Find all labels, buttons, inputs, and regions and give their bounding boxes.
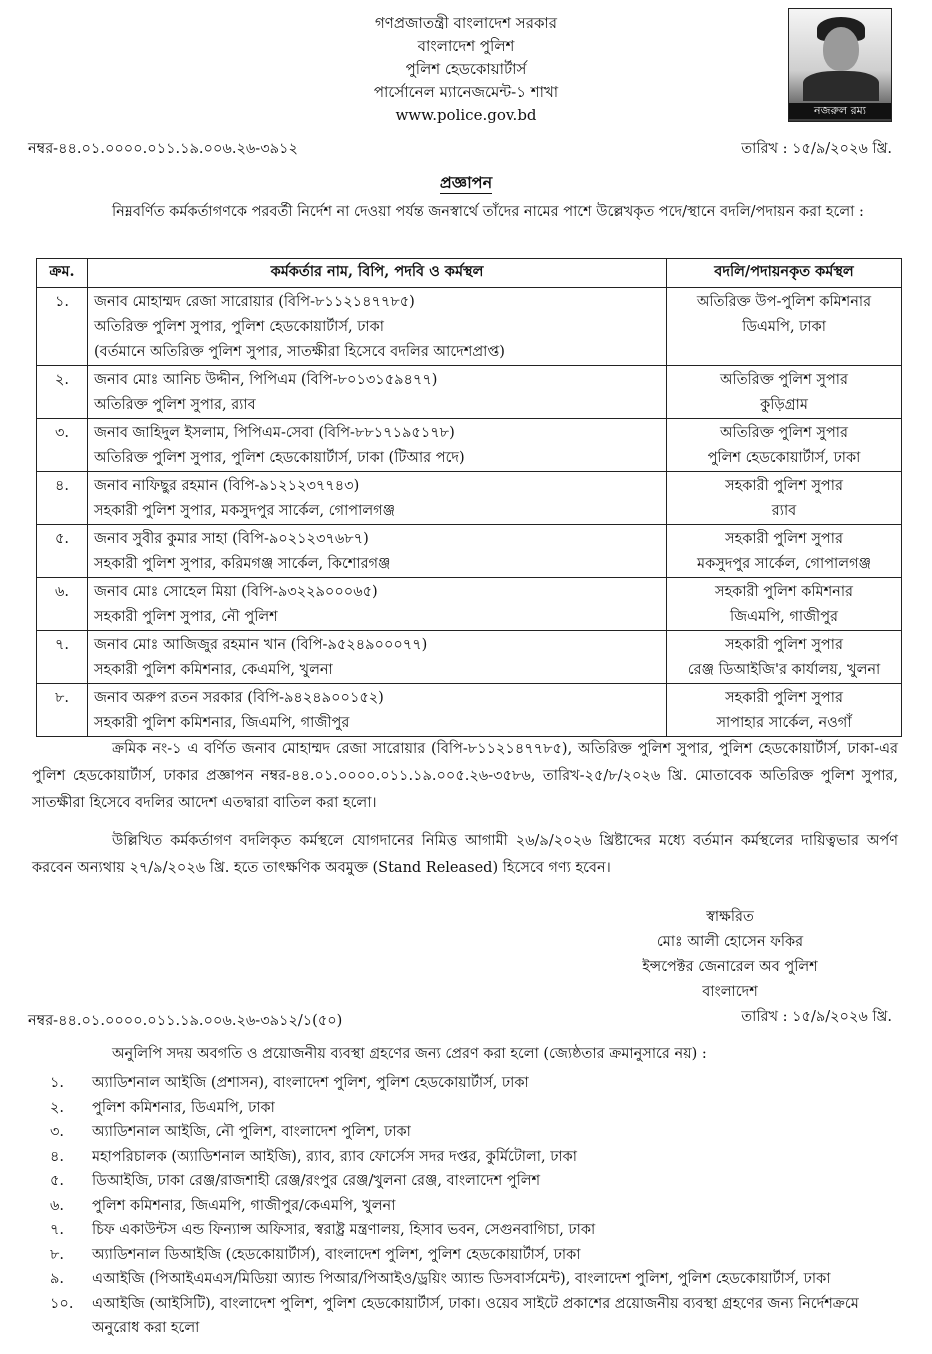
posting-line: র‍্যাব xyxy=(771,503,797,519)
officer-line: অতিরিক্ত পুলিশ সুপার, পুলিশ হেডকোয়ার্টার্স, ঢাকা xyxy=(94,319,384,335)
officer-line: জনাব মোঃ আজিজুর রহমান খান (বিপি-৯৫২৪৯০০০৭৭) xyxy=(94,637,428,653)
posting-line: অতিরিক্ত পুলিশ সুপার xyxy=(720,425,848,441)
officer-line: সহকারী পুলিশ সুপার, নৌ পুলিশ xyxy=(94,609,278,625)
website-link[interactable]: www.police.gov.bd xyxy=(395,106,537,124)
row-serial: ১. xyxy=(37,288,88,366)
list-item-text: এআইজি (আইসিটি), বাংলাদেশ পুলিশ, পুলিশ হেডকোয়ার্টার্স, ঢাকা। ওয়েব সাইটে প্রকাশের প্রয়োজনীয় ব্যবস্থা গ্রহণের জন্য নির্দেশক্রমে অনুরোধ করা হলো xyxy=(92,1295,859,1336)
signatory-designation: ইন্সপেক্টর জেনারেল অব পুলিশ xyxy=(642,959,818,975)
row-officer xyxy=(88,366,667,419)
row-serial: ৬. xyxy=(37,578,88,631)
row-officer xyxy=(88,472,667,525)
table-row xyxy=(37,366,902,419)
posting-line: অতিরিক্ত উপ-পুলিশ কমিশনার xyxy=(696,294,872,310)
posting-line: কুড়িগ্রাম xyxy=(760,397,808,413)
officer-line: অতিরিক্ত পুলিশ সুপার, র‍্যাব xyxy=(94,397,256,413)
row-serial: ২. xyxy=(37,366,88,419)
officer-line: জনাব অরুপ রতন সরকার (বিপি-৯৪২৪৯০০১৫২) xyxy=(94,690,384,706)
notice-title-text: প্রজ্ঞাপন xyxy=(439,173,493,192)
list-item-number: ২. xyxy=(50,1099,65,1116)
table-row xyxy=(37,288,902,366)
officer-line: (বর্তমানে অতিরিক্ত পুলিশ সুপার, সাতক্ষীরা হিসেবে বদলির আদেশপ্রাপ্ত) xyxy=(94,344,505,360)
row-serial: ৫. xyxy=(37,525,88,578)
list-item xyxy=(50,1120,900,1145)
signatory-name: মোঃ আলী হোসেন ফকির xyxy=(656,934,804,950)
signed-label: স্বাক্ষরিত xyxy=(706,909,754,925)
row-serial: ৮. xyxy=(37,684,88,737)
posting-line: পুলিশ হেডকোয়ার্টার্স, ঢাকা xyxy=(707,450,861,466)
list-item-text: পুলিশ কমিশনার, ডিএমপি, ঢাকা xyxy=(92,1099,275,1116)
row-posting xyxy=(667,631,902,684)
posting-line: ডিএমপি, ঢাকা xyxy=(742,319,826,335)
row-serial: ৭. xyxy=(37,631,88,684)
list-item-number: ৬. xyxy=(50,1197,65,1214)
posting-line: রেঞ্জ ডিআইজি'র কার্যালয়, খুলনা xyxy=(687,662,881,678)
signature-block xyxy=(560,905,900,1005)
posting-line: সহকারী পুলিশ সুপার xyxy=(725,531,843,547)
list-item-number: ৯. xyxy=(50,1271,65,1287)
table-row xyxy=(37,578,902,631)
officer-line: জনাব মোঃ সোহেল মিয়া (বিপি-৯৩২২৯০০০৬৫) xyxy=(94,584,378,600)
portrait-body xyxy=(803,71,879,101)
table-body xyxy=(37,288,902,737)
row-officer xyxy=(88,288,667,366)
list-item xyxy=(50,1071,900,1096)
posting-line: সাপাহার সার্কেল, নওগাঁ xyxy=(716,715,852,731)
branch-name: পার্সোনেল ম্যানেজমেন্ট-১ শাখা xyxy=(373,83,559,101)
posting-line: সহকারী পুলিশ সুপার xyxy=(725,690,843,706)
officer-line: জনাব সুবীর কুমার সাহা (বিপি-৯০২১২৩৭৬৮৭) xyxy=(94,531,369,547)
officer-line: সহকারী পুলিশ কমিশনার, কেএমপি, খুলনা xyxy=(94,662,333,678)
list-item-text: চিফ একাউন্টস এন্ড ফিন্যান্স অফিসার, স্বরাষ্ট্র মন্ত্রণালয়, হিসাব ভবন, সেগুনবাগিচা, ঢাকা xyxy=(92,1222,596,1238)
posting-line: সহকারী পুলিশ কমিশনার xyxy=(714,584,854,600)
memo-date: তারিখ : ১৫/৯/২০২৬ খ্রি. xyxy=(741,141,892,157)
row-posting xyxy=(667,288,902,366)
row-officer xyxy=(88,578,667,631)
list-item-number: ৭. xyxy=(50,1222,65,1238)
list-item xyxy=(50,1243,900,1268)
list-item xyxy=(50,1145,900,1170)
list-item-text: এআইজি (পিআইএমএস/মিডিয়া অ্যান্ড পিআর/পিআইও/ড্রয়িং অ্যান্ড ডিসবার্সমেন্ট), বাংলাদেশ পুলিশ, পুলিশ হেডকোয়ার্টার্স, ঢাকা xyxy=(92,1271,831,1287)
list-item xyxy=(50,1267,900,1292)
row-officer xyxy=(88,631,667,684)
copy-memo-date: তারিখ : ১৫/৯/২০২৬ খ্রি. xyxy=(741,1009,892,1025)
table-row xyxy=(37,472,902,525)
row-serial: ৩. xyxy=(37,419,88,472)
portrait-face xyxy=(823,27,859,71)
list-item xyxy=(50,1194,900,1219)
officer-line: অতিরিক্ত পুলিশ সুপার, পুলিশ হেডকোয়ার্টার্স, ঢাকা (টিআর পদে) xyxy=(94,450,465,466)
list-item xyxy=(50,1218,900,1243)
list-item-text: ডিআইজি, ঢাকা রেঞ্জ/রাজশাহী রেঞ্জ/রংপুর রেঞ্জ/খুলনা রেঞ্জ, বাংলাদেশ পুলিশ xyxy=(92,1173,541,1189)
row-serial: ৪. xyxy=(37,472,88,525)
list-item-number: ৫. xyxy=(50,1173,65,1189)
govt-name: গণপ্রজাতন্ত্রী বাংলাদেশ সরকার xyxy=(374,14,558,32)
list-item xyxy=(50,1169,900,1194)
posting-line: অতিরিক্ত পুলিশ সুপার xyxy=(720,372,848,388)
release-paragraph: উল্লিখিত কর্মকর্তাগণ বদলিকৃত কর্মস্থলে যোগদানের নিমিত্ত আগামী ২৬/৯/২০২৬ খ্রিষ্টাব্দের মধ্যে বর্তমান কর্মস্থলের দায়িত্বভার অর্পণ করবেন অন্যথায় ২৭/৯/২০২৬ খ্রি. হতে তাৎক্ষণিক অবমুক্ত (Stand Released) হিসেবে গণ্য হবেন। xyxy=(32,833,898,876)
header-officer: কর্মকর্তার নাম, বিপি, পদবি ও কর্মস্থল xyxy=(88,259,667,288)
copy-intro: অনুলিপি সদয় অবগতি ও প্রয়োজনীয় ব্যবস্থা গ্রহণের জন্য প্রেরণ করা হলো (জ্যেষ্ঠতার ক্রমানুসারে নয়) : xyxy=(112,1046,707,1062)
portrait-caption: নজরুল রম্য xyxy=(789,103,891,119)
table-header-row xyxy=(37,259,902,288)
list-item xyxy=(50,1292,900,1341)
row-posting xyxy=(667,525,902,578)
postings-table xyxy=(36,258,902,737)
officer-line: জনাব মোহাম্মদ রেজা সারোয়ার (বিপি-৮১১২১৪৭৭৮৫) xyxy=(94,294,415,310)
officer-line: জনাব মোঃ আনিচ উদ্দীন, পিপিএম (বিপি-৮০১৩১৫৯৪৭৭) xyxy=(94,372,438,388)
cancellation-paragraph: ক্রমিক নং-১ এ বর্ণিত জনাব মোহাম্মদ রেজা সারোয়ার (বিপি-৮১১২১৪৭৭৮৫), অতিরিক্ত পুলিশ সুপার, পুলিশ হেডকোয়ার্টার্স, ঢাকা-এর পুলিশ হেডকোয়ার্টার্স, ঢাকার প্রজ্ঞাপন নম্বর-৪৪.০১.০০০০.০১১.১৯.০০৫.২৬-৩৫৮৬, তারিখ-২৫/৮/২০২৬ খ্রি. মোতাবেক অতিরিক্ত পুলিশ সুপার, সাতক্ষীরা হিসেবে বদলির আদেশ এতদ্বারা বাতিল করা হলো। xyxy=(32,741,898,811)
row-posting xyxy=(667,578,902,631)
list-item-text: মহাপরিচালক (অ্যাডিশনাল আইজি), র‍্যাব, র‍্যাব ফোর্সেস সদর দপ্তর, কুর্মিটোলা, ঢাকা xyxy=(92,1148,577,1165)
posting-line: সহকারী পুলিশ সুপার xyxy=(725,478,843,494)
row-officer xyxy=(88,419,667,472)
intro-paragraph: নিম্নবর্ণিত কর্মকর্তাগণকে পরবর্তী নির্দেশ না দেওয়া পর্যন্ত জনস্বার্থে তাঁদের নামের পাশে উল্লেখকৃত পদে/স্থানে বদলি/পদায়ন করা হলো : xyxy=(112,204,864,220)
table-row xyxy=(37,684,902,737)
list-item-text: অ্যাডিশনাল ডিআইজি (হেডকোয়ার্টার্স), বাংলাদেশ পুলিশ, পুলিশ হেডকোয়ার্টার্স, ঢাকা xyxy=(92,1246,581,1263)
list-item-number: ১০. xyxy=(50,1295,74,1312)
list-item-number: ৩. xyxy=(50,1124,65,1140)
row-posting xyxy=(667,419,902,472)
list-item-text: পুলিশ কমিশনার, জিএমপি, গাজীপুর/কেএমপি, খুলনা xyxy=(92,1197,396,1214)
list-item-number: ১. xyxy=(50,1075,65,1091)
row-officer xyxy=(88,525,667,578)
officer-line: সহকারী পুলিশ কমিশনার, জিএমপি, গাজীপুর xyxy=(94,715,350,731)
notice-title xyxy=(0,170,932,197)
signatory-country: বাংলাদেশ xyxy=(702,984,758,1000)
org-name: বাংলাদেশ পুলিশ xyxy=(417,37,515,55)
row-posting xyxy=(667,366,902,419)
officer-line: জনাব নাফিছুর রহমান (বিপি-৯১২১২৩৭৭৪৩) xyxy=(94,478,360,494)
officer-line: জনাব জাহিদুল ইসলাম, পিপিএম-সেবা (বিপি-৮৮১৭১৯৫১৭৮) xyxy=(94,425,455,441)
list-item-number: ৮. xyxy=(50,1246,65,1263)
posting-line: জিএমপি, গাজীপুর xyxy=(729,609,839,625)
row-posting xyxy=(667,472,902,525)
posting-line: মকসুদপুর সার্কেল, গোপালগঞ্জ xyxy=(697,556,871,572)
portrait-photo xyxy=(788,8,892,122)
officer-line: সহকারী পুলিশ সুপার, মকসুদপুর সার্কেল, গোপালগঞ্জ xyxy=(94,503,396,519)
table-row xyxy=(37,419,902,472)
table-row xyxy=(37,631,902,684)
posting-line: সহকারী পুলিশ সুপার xyxy=(725,637,843,653)
header-serial: ক্রম. xyxy=(37,259,88,288)
row-officer xyxy=(88,684,667,737)
row-posting xyxy=(667,684,902,737)
memo-number: নম্বর-৪৪.০১.০০০০.০১১.১৯.০০৬.২৬-৩৯১২ xyxy=(28,141,298,157)
header-posting: বদলি/পদায়নকৃত কর্মস্থল xyxy=(667,259,902,288)
list-item-number: ৪. xyxy=(50,1148,65,1165)
list-item-text: অ্যাডিশনাল আইজি, নৌ পুলিশ, বাংলাদেশ পুলিশ, ঢাকা xyxy=(92,1124,411,1140)
officer-line: সহকারী পুলিশ সুপার, করিমগঞ্জ সার্কেল, কিশোরগঞ্জ xyxy=(94,556,391,572)
copy-list xyxy=(50,1071,900,1341)
list-item xyxy=(50,1096,900,1121)
copy-memo-number: নম্বর-৪৪.০১.০০০০.০১১.১৯.০০৬.২৬-৩৯১২/১(৫০) xyxy=(28,1013,343,1029)
table-row xyxy=(37,525,902,578)
hq-name: পুলিশ হেডকোয়ার্টার্স xyxy=(405,60,527,78)
list-item-text: অ্যাডিশনাল আইজি (প্রশাসন), বাংলাদেশ পুলিশ, পুলিশ হেডকোয়ার্টার্স, ঢাকা xyxy=(92,1075,529,1091)
